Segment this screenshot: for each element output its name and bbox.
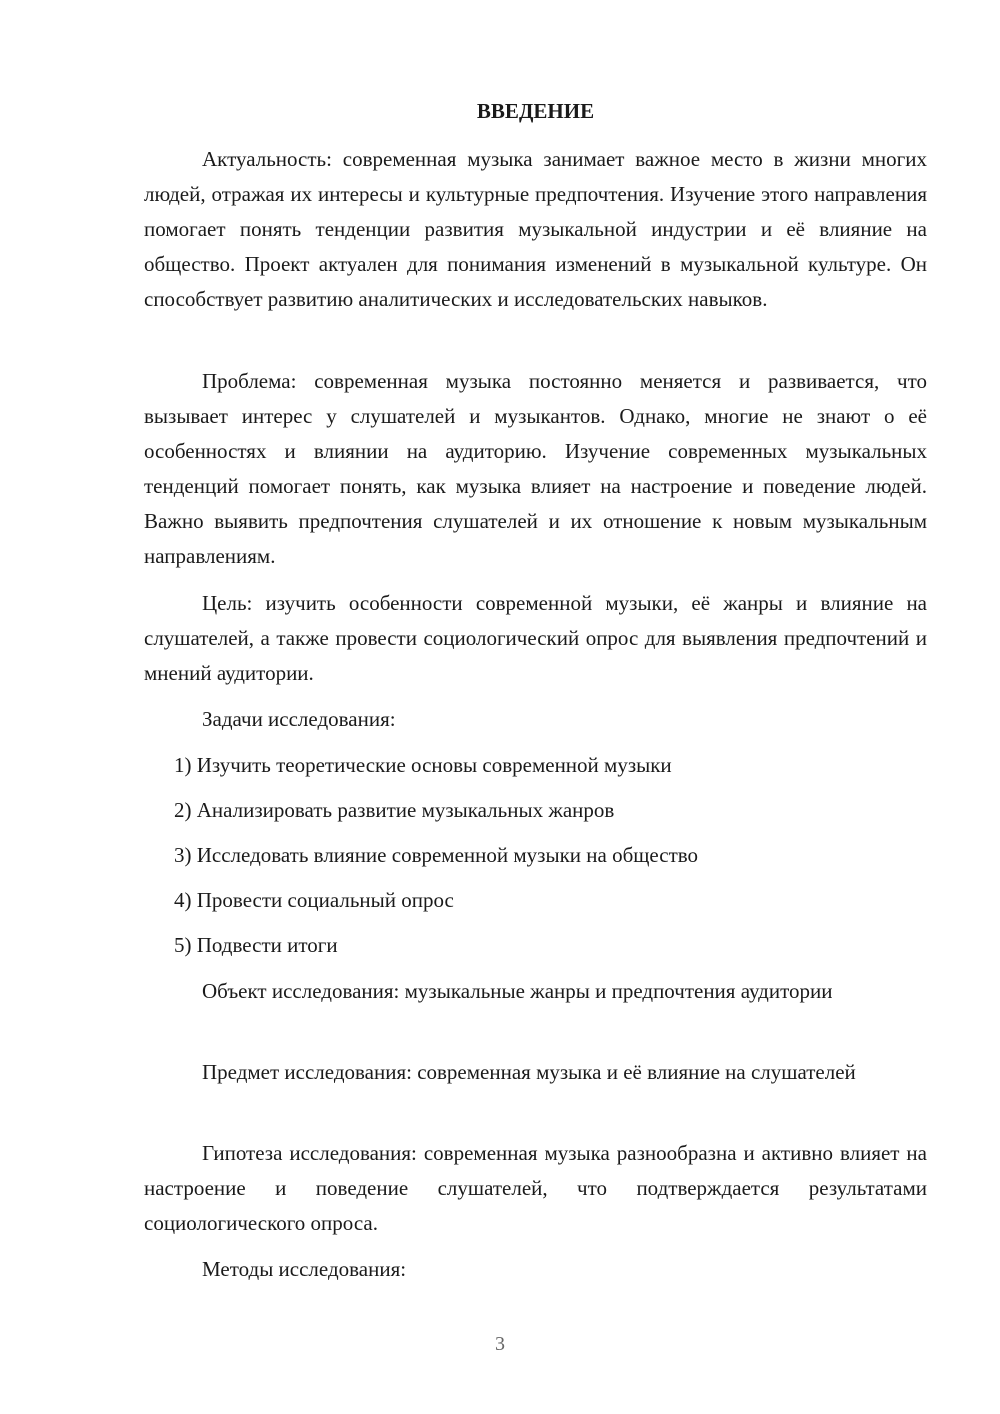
task-item-5: 5) Подвести итоги bbox=[174, 933, 338, 957]
paragraph-hypothesis: Гипотеза исследования: современная музыка разнообразна и активно влияет на настроение и поведение слушателей, что подтверждается результатами социологического опроса. bbox=[144, 1141, 927, 1235]
paragraph-object: Объект исследования: музыкальные жанры и предпочтения аудитории bbox=[202, 979, 833, 1003]
tasks-heading: Задачи исследования: bbox=[202, 707, 396, 731]
paragraph-goal: Цель: изучить особенности современной музыки, её жанры и влияние на слушателей, а также провести социологический опрос для выявления предпочтений и мнений аудитории. bbox=[144, 591, 927, 685]
methods-heading: Методы исследования: bbox=[202, 1257, 407, 1281]
paragraph-relevance: Актуальность: современная музыка занимает важное место в жизни многих людей, отражая их интересы и культурные предпочтения. Изучение этого направления помогает понять тенденции развития музыкальной индустрии и её влияние на общество. Проект актуален для понимания изменений в музыкальной культуре. Он способствует развитию аналитических и исследовательских навыков. bbox=[144, 147, 927, 311]
page-number: 3 bbox=[495, 1333, 505, 1355]
section-title: ВВЕДЕНИЕ bbox=[476, 99, 595, 123]
task-item-2: 2) Анализировать развитие музыкальных жанров bbox=[174, 798, 615, 822]
paragraph-problem: Проблема: современная музыка постоянно меняется и развивается, что вызывает интерес у слушателей и музыкантов. Однако, многие не знают о её особенностях и влиянии на аудиторию. Изучение современных музыкальных тенденций помогает понять, как музыка влияет на настроение и поведение людей. Важно выявить предпочтения слушателей и их отношение к новым музыкальным направлениям. bbox=[144, 369, 927, 568]
paragraph-subject: Предмет исследования: современная музыка и её влияние на слушателей bbox=[202, 1060, 856, 1084]
task-item-1: 1) Изучить теоретические основы современной музыки bbox=[174, 753, 672, 777]
task-item-3: 3) Исследовать влияние современной музыки на общество bbox=[174, 843, 699, 867]
task-item-4: 4) Провести социальный опрос bbox=[174, 888, 454, 912]
